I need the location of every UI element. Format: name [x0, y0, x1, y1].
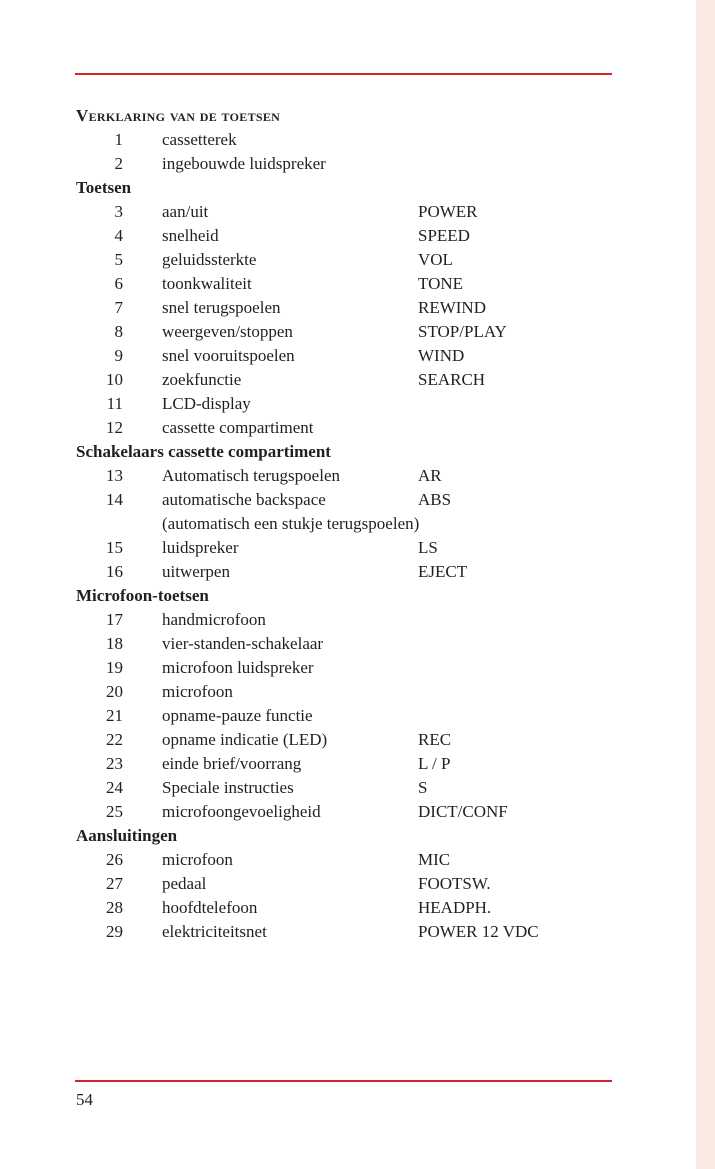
- key-description: snel vooruitspoelen: [162, 346, 295, 365]
- key-description: Speciale instructies: [162, 778, 294, 797]
- section-heading: [76, 824, 616, 848]
- key-row: [76, 392, 616, 416]
- key-description: cassette compartiment: [162, 418, 314, 437]
- key-number: 12: [106, 418, 123, 437]
- key-code: LS: [418, 538, 438, 557]
- bottom-rule: [75, 1080, 612, 1082]
- key-row: [76, 680, 616, 704]
- key-row: [76, 224, 616, 248]
- section-heading: [76, 584, 616, 608]
- key-row: [76, 464, 616, 488]
- side-margin-strip: [696, 0, 715, 1169]
- key-number: 19: [106, 658, 123, 677]
- key-number: 14: [106, 490, 123, 509]
- key-description: aan/uit: [162, 202, 209, 221]
- key-row: [76, 248, 616, 272]
- key-number: 1: [114, 130, 123, 149]
- key-number: 20: [106, 682, 123, 701]
- key-code: POWER: [418, 202, 478, 221]
- key-code: DICT/CONF: [418, 802, 508, 821]
- key-code: VOL: [418, 250, 453, 269]
- page-title: Verklaring van de toetsen: [76, 106, 281, 125]
- key-code: ABS: [418, 490, 452, 509]
- key-code: EJECT: [418, 562, 468, 581]
- key-description: vier-standen-schakelaar: [162, 634, 324, 653]
- key-number: 26: [106, 850, 123, 869]
- key-number: 18: [106, 634, 123, 653]
- section-heading: [76, 176, 616, 200]
- key-row: [76, 560, 616, 584]
- page-number: 54: [76, 1090, 93, 1109]
- key-row: [76, 848, 616, 872]
- key-row: [76, 368, 616, 392]
- key-number: 4: [114, 226, 123, 245]
- key-code: L / P: [418, 754, 451, 773]
- key-row: [76, 128, 616, 152]
- key-row: [76, 152, 616, 176]
- key-row: [76, 488, 616, 512]
- key-number: 25: [106, 802, 123, 821]
- key-number: 23: [106, 754, 123, 773]
- key-code: REC: [418, 730, 452, 749]
- key-row: [76, 656, 616, 680]
- top-rule: [75, 73, 612, 75]
- key-number: 11: [106, 394, 123, 413]
- key-description: microfoon: [162, 682, 233, 701]
- key-row: [76, 344, 616, 368]
- key-row: [76, 872, 616, 896]
- key-description: einde brief/voorrang: [162, 754, 302, 773]
- key-code: WIND: [418, 346, 465, 365]
- key-row: [76, 776, 616, 800]
- key-row: [76, 200, 616, 224]
- key-description: automatische backspace: [162, 490, 326, 509]
- section-heading-label: Aansluitingen: [76, 826, 178, 845]
- key-number: 28: [106, 898, 123, 917]
- key-number: 9: [114, 346, 123, 365]
- key-description: cassetterek: [162, 130, 237, 149]
- key-code: SEARCH: [418, 370, 486, 389]
- key-description: (automatisch een stukje terugspoelen): [162, 514, 420, 533]
- section-heading: [76, 440, 616, 464]
- section-heading-label: Toetsen: [76, 178, 132, 197]
- key-code: REWIND: [418, 298, 486, 317]
- key-row: [76, 512, 616, 536]
- key-number: 6: [114, 274, 123, 293]
- key-description: snelheid: [162, 226, 219, 245]
- key-number: 21: [106, 706, 123, 725]
- key-description: handmicrofoon: [162, 610, 266, 629]
- key-description: luidspreker: [162, 538, 239, 557]
- key-description: microfoon luidspreker: [162, 658, 314, 677]
- key-code: MIC: [418, 850, 451, 869]
- key-number: 7: [114, 298, 123, 317]
- key-description: geluidssterkte: [162, 250, 257, 269]
- key-row: [76, 416, 616, 440]
- key-number: 15: [106, 538, 123, 557]
- key-number: 3: [114, 202, 123, 221]
- key-description: microfoon: [162, 850, 233, 869]
- key-number: 10: [106, 370, 123, 389]
- key-number: 24: [106, 778, 123, 797]
- key-code: S: [418, 778, 428, 797]
- key-description: elektriciteitsnet: [162, 922, 267, 941]
- key-row: [76, 536, 616, 560]
- key-number: 17: [106, 610, 123, 629]
- key-row: [76, 800, 616, 824]
- key-description: pedaal: [162, 874, 207, 893]
- key-row: [76, 608, 616, 632]
- key-code: SPEED: [418, 226, 470, 245]
- key-code: HEADPH.: [418, 898, 492, 917]
- key-row: [76, 752, 616, 776]
- key-row: [76, 272, 616, 296]
- key-description: zoekfunctie: [162, 370, 242, 389]
- key-description: opname-pauze functie: [162, 706, 313, 725]
- key-code: STOP/PLAY: [418, 322, 507, 341]
- key-code: FOOTSW.: [418, 874, 491, 893]
- key-description: toonkwaliteit: [162, 274, 252, 293]
- key-code: TONE: [418, 274, 464, 293]
- key-number: 13: [106, 466, 123, 485]
- key-row: [76, 632, 616, 656]
- key-row: [76, 296, 616, 320]
- key-description: Automatisch terugspoelen: [162, 466, 340, 485]
- key-number: 8: [114, 322, 123, 341]
- key-number: 27: [106, 874, 123, 893]
- key-description: hoofdtelefoon: [162, 898, 258, 917]
- key-description: ingebouwde luidspreker: [162, 154, 326, 173]
- key-description: opname indicatie (LED): [162, 730, 328, 749]
- key-description: snel terugspoelen: [162, 298, 281, 317]
- key-number: 2: [114, 154, 123, 173]
- key-code: POWER 12 VDC: [418, 922, 539, 941]
- key-number: 5: [114, 250, 123, 269]
- key-number: 22: [106, 730, 123, 749]
- key-code: AR: [418, 466, 442, 485]
- key-row: [76, 320, 616, 344]
- key-list: [76, 128, 616, 944]
- key-description: LCD-display: [162, 394, 251, 413]
- key-description: uitwerpen: [162, 562, 230, 581]
- section-heading-label: Schakelaars cassette compartiment: [76, 442, 331, 461]
- key-row: [76, 896, 616, 920]
- key-row: [76, 728, 616, 752]
- key-number: 29: [106, 922, 123, 941]
- key-description: weergeven/stoppen: [162, 322, 293, 341]
- key-number: 16: [106, 562, 123, 581]
- key-row: [76, 920, 616, 944]
- section-heading-label: Microfoon-toetsen: [76, 586, 209, 605]
- key-row: [76, 704, 616, 728]
- key-description: microfoongevoeligheid: [162, 802, 321, 821]
